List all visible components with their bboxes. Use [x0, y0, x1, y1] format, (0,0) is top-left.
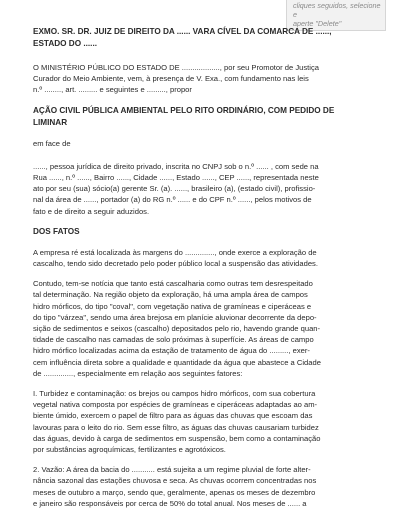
p2-line-2: tal determinação. Na região objeto da exploração, há uma ampla área de campos: [33, 290, 308, 300]
p2-line-8: cem influência direta sobre a qualidade e quantidade da água que abastece a Cidade: [33, 357, 321, 367]
header-line-1: EXMO. SR. DR. JUIZ DE DIREITO DA ...... VARA CÍVEL DA COMARCA DE ......,: [33, 27, 332, 36]
p2-line-7: hidro mórfico localizadas acima da estação de tratamento de água do ........., exer-: [33, 346, 310, 356]
court-address-header: [33, 26, 375, 50]
p3-line-3: biente úmido, exercem o papel de filtro para as águas das chuvas que escoam das: [33, 411, 313, 421]
intro-line-1: O MINISTÉRIO PÚBLICO DO ESTADO DE .................., por seu Promotor de Justiça: [33, 63, 319, 72]
hint-line-1: cliques seguidos, selecione e: [293, 1, 381, 19]
intro-line-3: n.º ........, art. ......... e seguintes e ........., propor: [33, 85, 192, 95]
document-body: [33, 26, 375, 509]
p2-line-6: tidade de cascalho nas camadas de solo próximas à superfície. As áreas de campo: [33, 335, 314, 345]
party-line-4: nal da área de ......, portador (a) do RG n.º ...... e do CPF n.º ......, pelos motivos de: [33, 195, 312, 205]
title-line-1: AÇÃO CIVIL PÚBLICA AMBIENTAL PELO RITO ORDINÁRIO, COM PEDIDO DE: [33, 105, 335, 115]
p1-line-2: cascalho, tendo sido decretado pelo poder público local a suspensão das atividades.: [33, 259, 318, 269]
intro-paragraph: [33, 62, 375, 96]
facts-paragraph-3: [33, 388, 375, 455]
title-line-2: LIMINAR: [33, 117, 68, 127]
party-line-1: ......, pessoa jurídica de direito privado, inscrita no CNPJ sob o n.º ...... , com sede na: [33, 161, 319, 171]
hint-line-2: aperte "Delete": [293, 19, 342, 28]
p3-line-6: por substâncias agroquímicas, fertilizantes e agrotóxicos.: [33, 445, 226, 455]
p2-line-1: Contudo, tem-se notícia que tanto está cascalharia como outras tem desrespeitado: [33, 279, 313, 289]
facts-paragraph-2: [33, 278, 375, 379]
p3-line-5: das águas, devido à carga de sedimentos em suspensão, bem como a contaminação: [33, 433, 321, 443]
p2-line-9: de .............., especialmente em relação aos seguintes fatores:: [33, 368, 243, 378]
p4-line-3: meses de outubro a março, sendo que, geralmente, apenas os meses de dezembro: [33, 487, 316, 497]
p2-line-5: sição de sedimentos e seixos (cascalho) depositados pelo rio, havendo grande quan-: [33, 324, 321, 334]
p2-line-3: hidro mórficos, do tipo "coval", com vegetação nativa de gramíneas e ciperáceas e: [33, 301, 312, 311]
facts-paragraph-1: [33, 247, 375, 269]
intro-line-2: Curador do Meio Ambiente, vem, à presença de V. Exa., com fundamento nas leis: [33, 74, 309, 84]
p3-line-1: I. Turbidez e contaminação: os brejos ou campos hidro mórficos, com sua cobertura: [33, 389, 316, 399]
party-line-3: ato por seu (sua) sócio(a) gerente Sr. (a). ......, brasileiro (a), (estado civil), profissio-: [33, 184, 316, 194]
defendant-paragraph: [33, 161, 375, 217]
party-line-2: Rua ......, n.º ......, Bairro ......, Cidade ......, Estado ......, CEP ......, representada neste: [33, 173, 319, 183]
action-title: [33, 105, 375, 129]
p4-line-1: 2. Vazão: A área da bacia do ........... está sujeita a um regime pluvial de forte alter-: [33, 465, 311, 475]
p3-line-2: vegetal nativa composta por espécies de gramíneas e ciperáceas adaptadas ao am-: [33, 400, 318, 410]
section-title-dos-fatos: DOS FATOS: [33, 226, 80, 236]
header-line-2: ESTADO DO ......: [33, 39, 97, 48]
facts-paragraph-4: [33, 464, 375, 509]
p4-line-2: nância sazonal das estações chuvosa e seca. As chuvas ocorrem concentradas nos: [33, 476, 317, 486]
p1-line-1: A empresa ré está localizada às margens do .............., onde exerce a exploração de: [33, 247, 317, 257]
p2-line-4: do tipo "várzea", sendo uma área brejosa em planície aluvionar decorrente da depo-: [33, 312, 317, 322]
p4-line-4: e janeiro são responsáveis por cerca de 50% do total anual. Nos meses de ...... a: [33, 498, 307, 508]
party-line-5: fato e de direito a seguir aduzidos.: [33, 206, 150, 216]
p3-line-4: lavouras para o leito do rio. Sem esse filtro, as águas das chuvas causariam turbidez: [33, 422, 319, 432]
em-face-text: em face de: [33, 138, 71, 148]
